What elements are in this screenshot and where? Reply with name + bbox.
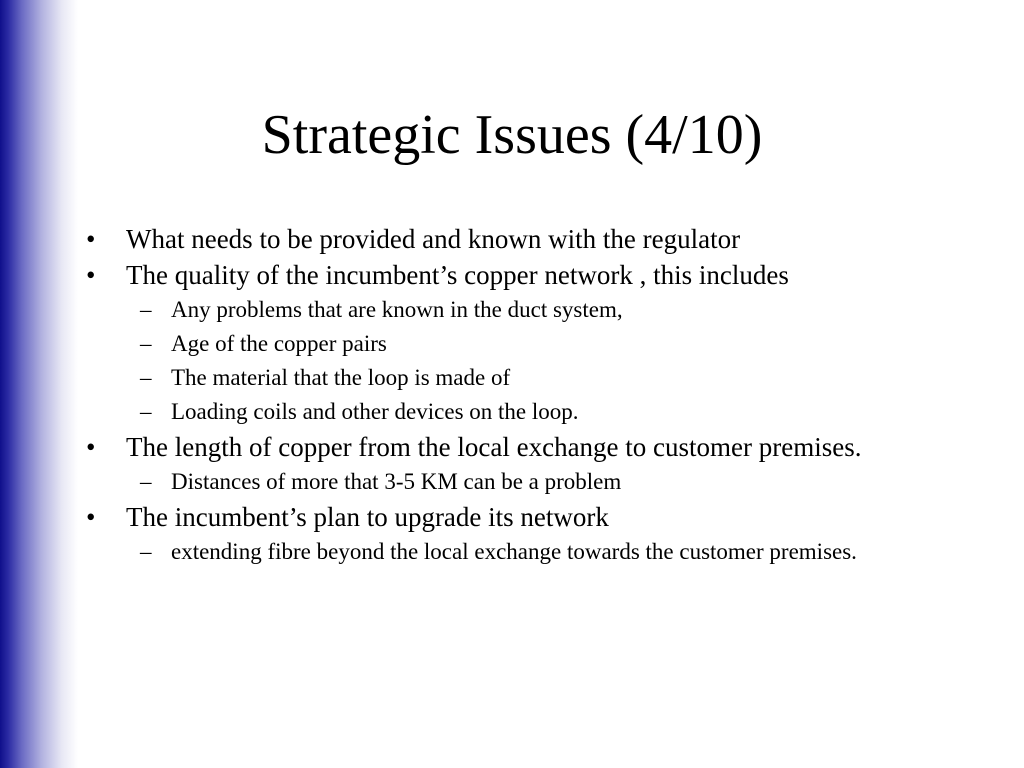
- bullet-text: What needs to be provided and known with the regulator: [126, 224, 741, 254]
- bullet-item: [84, 502, 944, 532]
- bullet-text: The incumbent’s plan to upgrade its network: [126, 502, 609, 532]
- bullet-marker: •: [86, 260, 96, 290]
- bullet-item: [84, 432, 944, 462]
- slide-title: Strategic Issues (4/10): [261, 104, 763, 166]
- sub-bullet-text: Any problems that are known in the duct system,: [171, 297, 623, 322]
- sub-bullet-item: [84, 468, 944, 495]
- bullet-list: [84, 224, 944, 572]
- sub-bullet-item: [84, 330, 944, 357]
- bullet-item: [84, 260, 944, 290]
- bullet-item: [84, 224, 944, 254]
- sub-bullet-marker: –: [140, 297, 152, 322]
- sub-bullet-text: Loading coils and other devices on the loop.: [171, 399, 579, 424]
- bullet-marker: •: [86, 502, 96, 532]
- sub-bullet-marker: –: [140, 469, 152, 494]
- sub-bullet-marker: –: [140, 331, 152, 356]
- sub-bullet-item: [84, 398, 944, 425]
- sub-bullet-text: The material that the loop is made of: [171, 365, 511, 390]
- bullet-marker: •: [86, 432, 96, 462]
- sub-bullet-marker: –: [140, 399, 152, 424]
- bullet-text: The length of copper from the local exchange to customer premises.: [126, 432, 862, 462]
- sub-bullet-text: Distances of more that 3-5 KM can be a problem: [171, 469, 622, 494]
- sub-bullet-item: [84, 296, 944, 323]
- bullet-marker: •: [86, 224, 96, 254]
- sub-bullet-text: Age of the copper pairs: [171, 331, 387, 356]
- sub-bullet-marker: –: [140, 365, 152, 390]
- sub-bullet-item: [84, 364, 944, 391]
- sub-bullet-item: [84, 538, 944, 565]
- bullet-text: The quality of the incumbent’s copper network , this includes: [126, 260, 789, 290]
- sub-bullet-text: extending fibre beyond the local exchange towards the customer premises.: [171, 539, 857, 564]
- sub-bullet-marker: –: [140, 539, 152, 564]
